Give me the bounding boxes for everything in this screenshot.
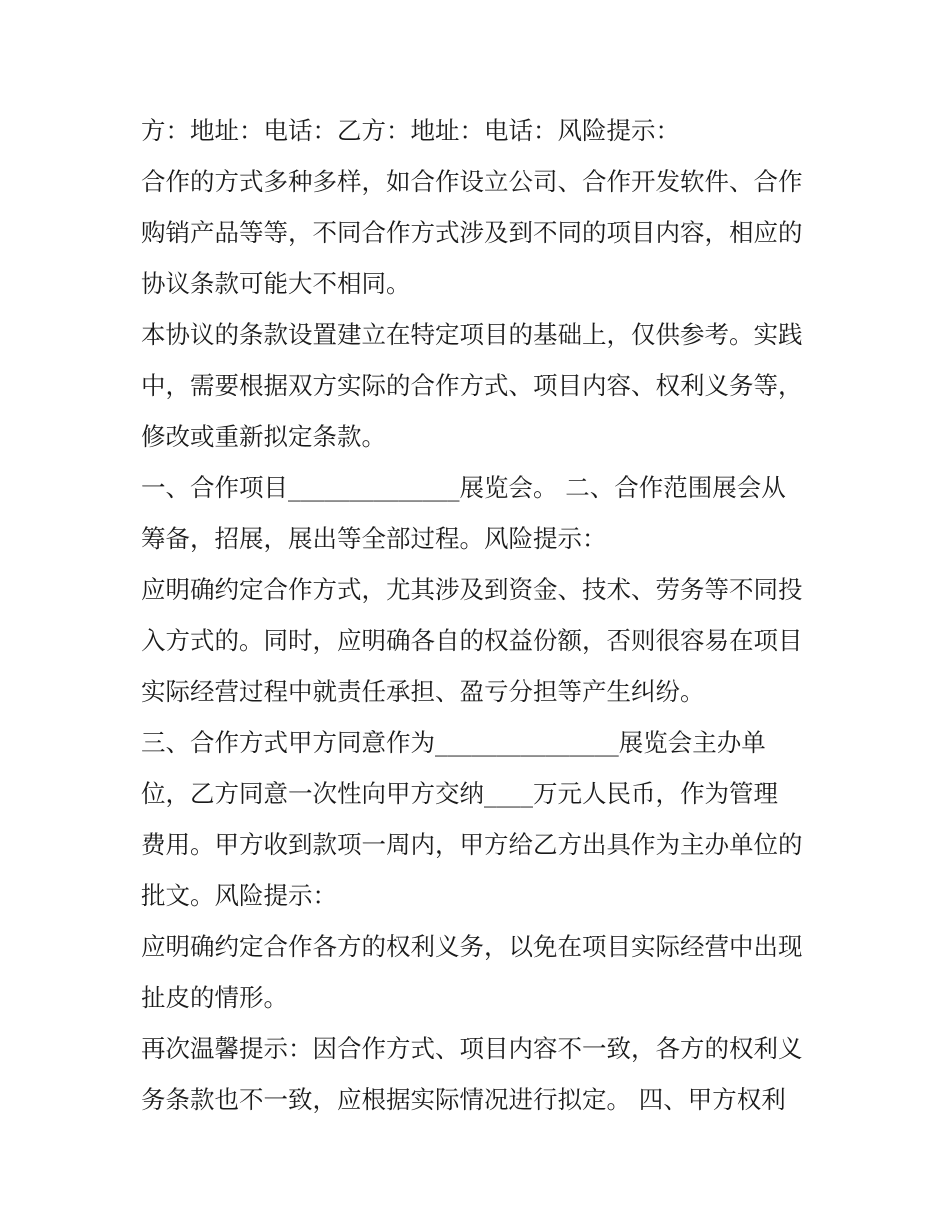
text-line: 入方式的。同时，应明确各自的权益份额，否则很容易在项目 [141, 626, 803, 655]
paragraph-risk-cooperation-method [141, 564, 821, 717]
text-line: 筹备，招展，展出等全部过程。风险提示： [141, 524, 607, 553]
paragraph-reminder [141, 1023, 821, 1125]
text-line: 方：地址：电话：乙方：地址：电话：风险提示： [141, 116, 680, 145]
text-line: 协议条款可能大不相同。 [141, 269, 411, 298]
text-line: 位，乙方同意一次性向甲方交纳____万元人民币，作为管理 [141, 779, 778, 808]
text-line: 三、合作方式甲方同意作为_______________展览会主办单 [141, 728, 766, 757]
text-line: 修改或重新拟定条款。 [141, 422, 386, 451]
text-line: 购销产品等等，不同合作方式涉及到不同的项目内容，相应的 [141, 218, 803, 247]
paragraph-reference-note [141, 309, 821, 462]
text-line: 再次温馨提示：因合作方式、项目内容不一致，各方的权利义 [141, 1034, 803, 1063]
text-line: 合作的方式多种多样，如合作设立公司、合作开发软件、合作 [141, 167, 803, 196]
paragraph-clause-3 [141, 717, 821, 921]
text-line: 一、合作项目______________展览会。 二、合作范围展会从 [141, 473, 786, 502]
text-line: 扯皮的情形。 [141, 983, 288, 1012]
text-line: 费用。甲方收到款项一周内，甲方给乙方出具作为主办单位的 [141, 830, 803, 859]
paragraph-risk-rights [141, 921, 821, 1023]
text-line: 批文。风险提示： [141, 881, 337, 910]
text-line: 应明确约定合作各方的权利义务，以免在项目实际经营中出现 [141, 932, 803, 961]
text-line: 实际经营过程中就责任承担、盈亏分担等产生纠纷。 [141, 677, 705, 706]
paragraph-clause-1-2 [141, 462, 821, 564]
text-line: 应明确约定合作方式，尤其涉及到资金、技术、劳务等不同投 [141, 575, 803, 604]
paragraph-cooperation-methods [141, 156, 821, 309]
text-line: 中，需要根据双方实际的合作方式、项目内容、权利义务等， [141, 371, 803, 400]
paragraph-parties [141, 105, 821, 156]
text-line: 务条款也不一致，应根据实际情况进行拟定。 四、甲方权利 [141, 1085, 786, 1114]
document-body [141, 105, 821, 1125]
text-line: 本协议的条款设置建立在特定项目的基础上，仅供参考。实践 [141, 320, 803, 349]
